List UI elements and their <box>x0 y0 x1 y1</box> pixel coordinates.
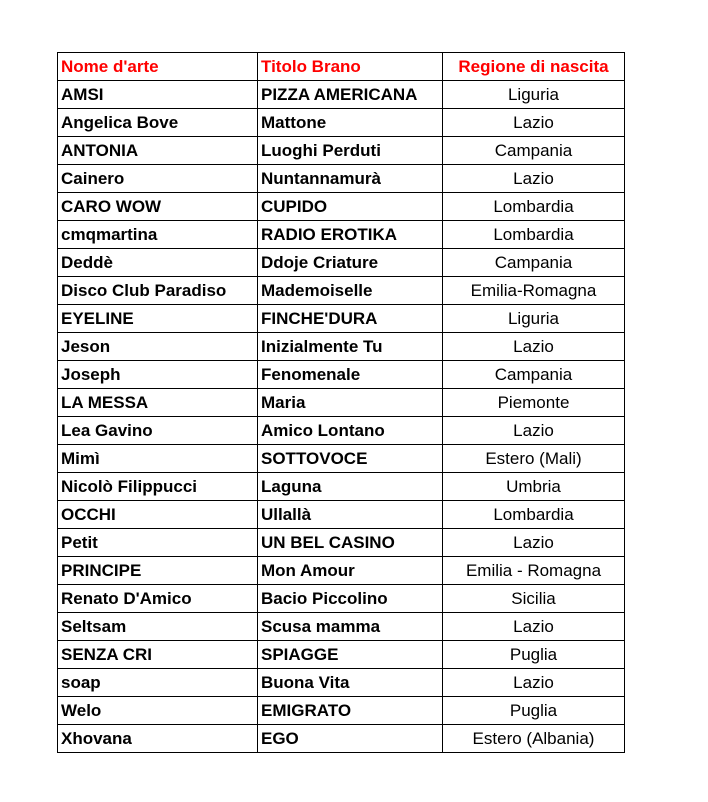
artist-name-cell[interactable]: Renato D'Amico <box>58 585 258 613</box>
artist-name-cell[interactable]: ANTONIA <box>58 137 258 165</box>
birth-region-cell[interactable]: Umbria <box>443 473 625 501</box>
song-title-cell[interactable]: Buona Vita <box>258 669 443 697</box>
table-row <box>58 389 625 417</box>
song-title-cell[interactable]: Nuntannamurà <box>258 165 443 193</box>
song-title-cell[interactable]: FINCHE'DURA <box>258 305 443 333</box>
table-row <box>58 725 625 753</box>
song-title-cell[interactable]: Inizialmente Tu <box>258 333 443 361</box>
table-row <box>58 669 625 697</box>
birth-region-cell[interactable]: Campania <box>443 249 625 277</box>
birth-region-cell[interactable]: Liguria <box>443 81 625 109</box>
song-title-cell[interactable]: Amico Lontano <box>258 417 443 445</box>
birth-region-cell[interactable]: Sicilia <box>443 585 625 613</box>
birth-region-cell[interactable]: Puglia <box>443 697 625 725</box>
artist-name-cell[interactable]: SENZA CRI <box>58 641 258 669</box>
song-title-cell[interactable]: Mademoiselle <box>258 277 443 305</box>
artists-table <box>57 52 625 753</box>
song-title-cell[interactable]: Mon Amour <box>258 557 443 585</box>
header-row <box>58 53 625 81</box>
table-row <box>58 613 625 641</box>
song-title-cell[interactable]: Fenomenale <box>258 361 443 389</box>
artist-name-cell[interactable]: PRINCIPE <box>58 557 258 585</box>
song-title-cell[interactable]: Bacio Piccolino <box>258 585 443 613</box>
table-row <box>58 361 625 389</box>
table-row <box>58 249 625 277</box>
artist-name-cell[interactable]: OCCHI <box>58 501 258 529</box>
birth-region-cell[interactable]: Piemonte <box>443 389 625 417</box>
table-row <box>58 529 625 557</box>
artist-name-cell[interactable]: Seltsam <box>58 613 258 641</box>
birth-region-cell[interactable]: Lazio <box>443 417 625 445</box>
birth-region-cell[interactable]: Campania <box>443 361 625 389</box>
artist-name-cell[interactable]: Angelica Bove <box>58 109 258 137</box>
artist-name-cell[interactable]: soap <box>58 669 258 697</box>
song-title-cell[interactable]: RADIO EROTIKA <box>258 221 443 249</box>
table-row <box>58 221 625 249</box>
artist-name-cell[interactable]: CARO WOW <box>58 193 258 221</box>
artist-name-cell[interactable]: EYELINE <box>58 305 258 333</box>
artist-name-cell[interactable]: Lea Gavino <box>58 417 258 445</box>
table-row <box>58 165 625 193</box>
table-row <box>58 137 625 165</box>
birth-region-cell[interactable]: Lombardia <box>443 501 625 529</box>
birth-region-cell[interactable]: Emilia-Romagna <box>443 277 625 305</box>
artist-name-cell[interactable]: Deddè <box>58 249 258 277</box>
table-row <box>58 333 625 361</box>
birth-region-cell[interactable]: Lazio <box>443 165 625 193</box>
birth-region-cell[interactable]: Lombardia <box>443 193 625 221</box>
header-song[interactable]: Titolo Brano <box>258 53 443 81</box>
song-title-cell[interactable]: Luoghi Perduti <box>258 137 443 165</box>
song-title-cell[interactable]: Ullallà <box>258 501 443 529</box>
table-row <box>58 277 625 305</box>
artist-name-cell[interactable]: Disco Club Paradiso <box>58 277 258 305</box>
song-title-cell[interactable]: Laguna <box>258 473 443 501</box>
artist-name-cell[interactable]: Welo <box>58 697 258 725</box>
birth-region-cell[interactable]: Emilia - Romagna <box>443 557 625 585</box>
song-title-cell[interactable]: CUPIDO <box>258 193 443 221</box>
artist-name-cell[interactable]: AMSI <box>58 81 258 109</box>
song-title-cell[interactable]: Scusa mamma <box>258 613 443 641</box>
song-title-cell[interactable]: Maria <box>258 389 443 417</box>
birth-region-cell[interactable]: Lazio <box>443 333 625 361</box>
birth-region-cell[interactable]: Estero (Mali) <box>443 445 625 473</box>
birth-region-cell[interactable]: Lazio <box>443 613 625 641</box>
table-row <box>58 417 625 445</box>
table-row <box>58 445 625 473</box>
birth-region-cell[interactable]: Estero (Albania) <box>443 725 625 753</box>
artist-name-cell[interactable]: cmqmartina <box>58 221 258 249</box>
song-title-cell[interactable]: EGO <box>258 725 443 753</box>
header-region[interactable]: Regione di nascita <box>443 53 625 81</box>
table-row <box>58 557 625 585</box>
birth-region-cell[interactable]: Puglia <box>443 641 625 669</box>
artist-name-cell[interactable]: Nicolò Filippucci <box>58 473 258 501</box>
table-row <box>58 697 625 725</box>
song-title-cell[interactable]: Mattone <box>258 109 443 137</box>
birth-region-cell[interactable]: Liguria <box>443 305 625 333</box>
song-title-cell[interactable]: SOTTOVOCE <box>258 445 443 473</box>
table-row <box>58 305 625 333</box>
birth-region-cell[interactable]: Lazio <box>443 109 625 137</box>
song-title-cell[interactable]: EMIGRATO <box>258 697 443 725</box>
table-row <box>58 501 625 529</box>
song-title-cell[interactable]: Ddoje Criature <box>258 249 443 277</box>
artist-name-cell[interactable]: Jeson <box>58 333 258 361</box>
artist-name-cell[interactable]: Mimì <box>58 445 258 473</box>
table-row <box>58 109 625 137</box>
header-name[interactable]: Nome d'arte <box>58 53 258 81</box>
birth-region-cell[interactable]: Campania <box>443 137 625 165</box>
song-title-cell[interactable]: SPIAGGE <box>258 641 443 669</box>
table-row <box>58 641 625 669</box>
birth-region-cell[interactable]: Lazio <box>443 669 625 697</box>
song-title-cell[interactable]: UN BEL CASINO <box>258 529 443 557</box>
birth-region-cell[interactable]: Lombardia <box>443 221 625 249</box>
artist-name-cell[interactable]: Joseph <box>58 361 258 389</box>
artist-name-cell[interactable]: Cainero <box>58 165 258 193</box>
table-row <box>58 193 625 221</box>
table-row <box>58 81 625 109</box>
table-body <box>58 81 625 753</box>
artist-name-cell[interactable]: LA MESSA <box>58 389 258 417</box>
artist-name-cell[interactable]: Xhovana <box>58 725 258 753</box>
artist-name-cell[interactable]: Petit <box>58 529 258 557</box>
table-row <box>58 585 625 613</box>
song-title-cell[interactable]: PIZZA AMERICANA <box>258 81 443 109</box>
table-row <box>58 473 625 501</box>
birth-region-cell[interactable]: Lazio <box>443 529 625 557</box>
